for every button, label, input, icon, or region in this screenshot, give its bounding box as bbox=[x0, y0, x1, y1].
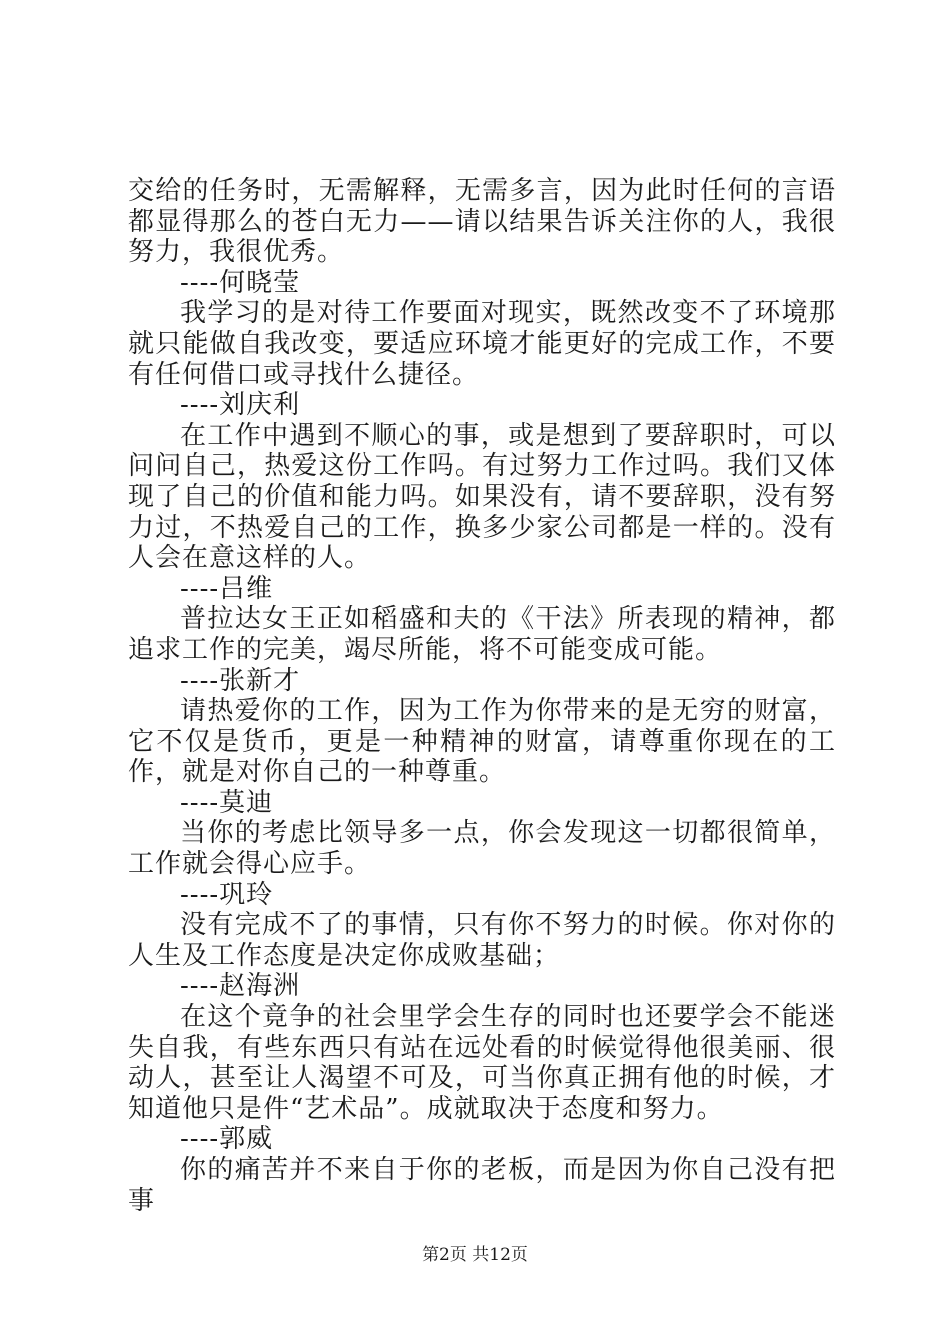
signature-guo-wei: ----郭威 bbox=[180, 1124, 274, 1155]
quote-paragraph-8: 你的痛苦并不来自于你的老板，而是因为你自己没有把事 bbox=[128, 1155, 836, 1216]
opening-paragraph: 交给的任务时，无需解释，无需多言，因为此时任何的言语都显得那么的苍白无力——请以结果告诉关注你的人，我很努力，我很优秀。 bbox=[128, 176, 836, 268]
quote-paragraph-5: 当你的考虑比领导多一点，你会发现这一切都很简单，工作就会得心应手。 bbox=[128, 818, 836, 880]
signature-mo-di: ----莫迪 bbox=[180, 787, 274, 818]
quote-paragraph-7: 在这个竟争的社会里学会生存的同时也还要学会不能迷失自我，有些东西只有站在远处看的时候觉得他很美丽、很动人，甚至让人渴望不可及，可当你真正拥有他的时候，才知道他只是件“艺术品”。成就取决于态度和努力。 bbox=[128, 1002, 836, 1124]
signature-gong-ling: ----巩玲 bbox=[180, 879, 274, 910]
quote-paragraph-1: 我学习的是对待工作要面对现实，既然改变不了环境那就只能做自我改变，要适应环境才能更好的完成工作，不要有任何借口或寻找什么捷径。 bbox=[128, 298, 836, 390]
signature-he-xiaoying: ----何晓莹 bbox=[180, 267, 301, 298]
signature-zhao-haizhou: ----赵海洲 bbox=[180, 971, 301, 1002]
page-footer: 第2页 共12页 bbox=[422, 1245, 528, 1265]
quote-paragraph-6: 没有完成不了的事情，只有你不努力的时候。你对你的人生及工作态度是决定你成败基础； bbox=[128, 910, 836, 971]
quote-paragraph-4: 请热爱你的工作，因为工作为你带来的是无穷的财富，它不仅是货币，更是一种精神的财富，请尊重你现在的工作，就是对你自己的一种尊重。 bbox=[128, 696, 836, 788]
quote-paragraph-2: 在工作中遇到不顺心的事，或是想到了要辞职时，可以问问自己，热爱这份工作吗。有过努力工作过吗。我们又体现了自己的价值和能力吗。如果没有，请不要辞职，没有努力过，不热爱自己的工作，换多少家公司都是一样的。没有人会在意这样的人。 bbox=[128, 420, 836, 574]
quote-paragraph-3: 普拉达女王正如稻盛和夫的《干法》所表现的精神，都追求工作的完美，竭尽所能，将不可能变成可能。 bbox=[128, 604, 836, 665]
signature-liu-qingli: ----刘庆利 bbox=[180, 390, 301, 421]
signature-lv-wei: ----吕维 bbox=[180, 573, 274, 604]
document-body bbox=[128, 176, 836, 1216]
signature-zhang-xincai: ----张新才 bbox=[180, 665, 301, 696]
